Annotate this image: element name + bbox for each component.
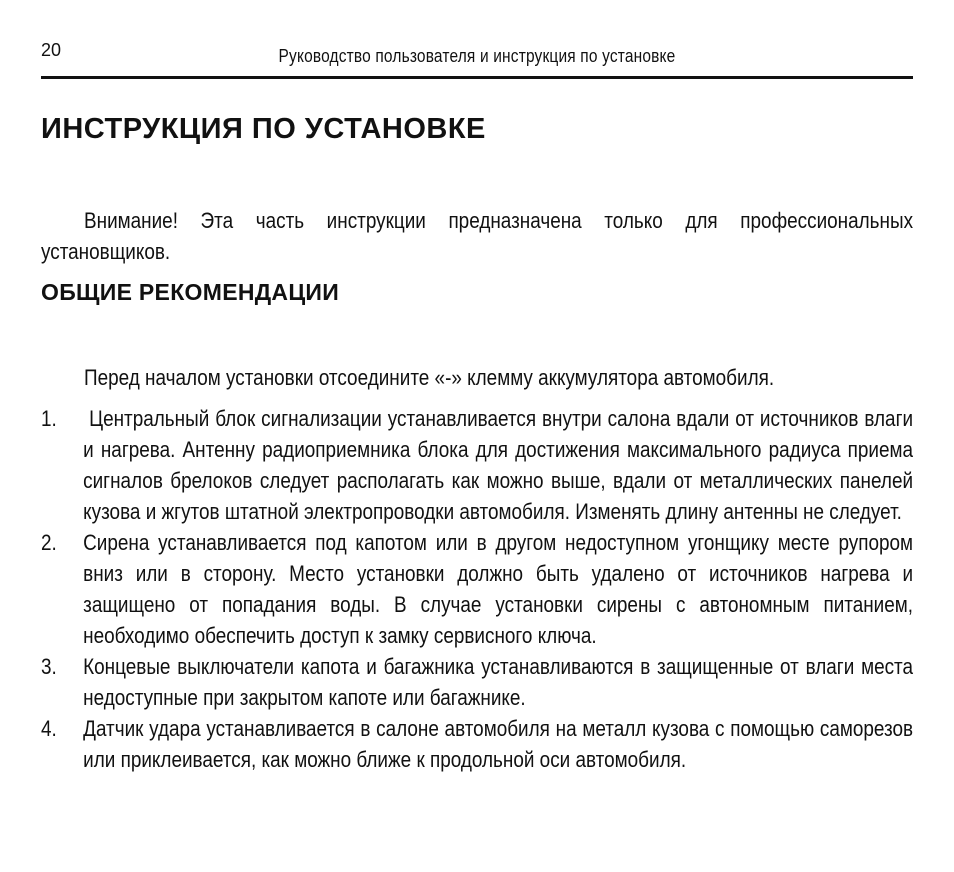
section-title: ОБЩИЕ РЕКОМЕНДАЦИИ bbox=[41, 279, 340, 305]
main-title: ИНСТРУКЦИЯ ПО УСТАНОВКЕ bbox=[41, 113, 486, 145]
page-number: 20 bbox=[41, 40, 62, 60]
list-item-number: 4. bbox=[41, 716, 57, 741]
page-header bbox=[41, 0, 913, 79]
list-item-text: Датчик удара устанавливается в салоне автомобиля на металл кузова с помощью саморезов или приклеивается, как можно ближе к продольной оси автомобиля. bbox=[83, 716, 914, 772]
running-title: Руководство пользователя и инструкция по установке bbox=[278, 46, 676, 66]
list-item bbox=[41, 713, 913, 775]
list-item-number: 2. bbox=[41, 530, 57, 555]
list-item-number: 1. bbox=[41, 406, 57, 431]
before-install-paragraph: Перед началом установки отсоедините «-» клемму аккумулятора автомобиля. bbox=[84, 365, 775, 390]
document-page bbox=[41, 0, 919, 772]
list-item bbox=[41, 403, 919, 527]
list-item-text: Концевые выключатели капота и багажника устанавливаются в защищенные от влаги места недоступные при закрытом капоте или багажнике. bbox=[83, 654, 914, 710]
list-item bbox=[41, 651, 913, 713]
list-item-text: Центральный блок сигнализации устанавливается внутри салона вдали от источников влаги и нагрева. Антенну радиоприемника блока для достижения максимального радиуса приема сигналов брелоков следует располагать как можно выше, вдали от металлических панелей кузова и жгутов штатной электропроводки автомобиля. Изменять длину антенны не следует. bbox=[83, 406, 919, 524]
list-item bbox=[41, 527, 913, 651]
list-item-number: 3. bbox=[41, 654, 57, 679]
warning-paragraph: Внимание! Эта часть инструкции предназначена только для профессиональных установщиков. bbox=[41, 208, 914, 264]
list-item-text: Сирена устанавливается под капотом или в другом недоступном угонщику месте рупором вниз или в сторону. Место установки должно быть удалено от источников нагрева и защищено от попадания воды. В случае установки сирены с автономным питанием, необходимо обеспечить доступ к замку сервисного ключа. bbox=[83, 530, 914, 648]
recommendations-list bbox=[41, 403, 919, 775]
